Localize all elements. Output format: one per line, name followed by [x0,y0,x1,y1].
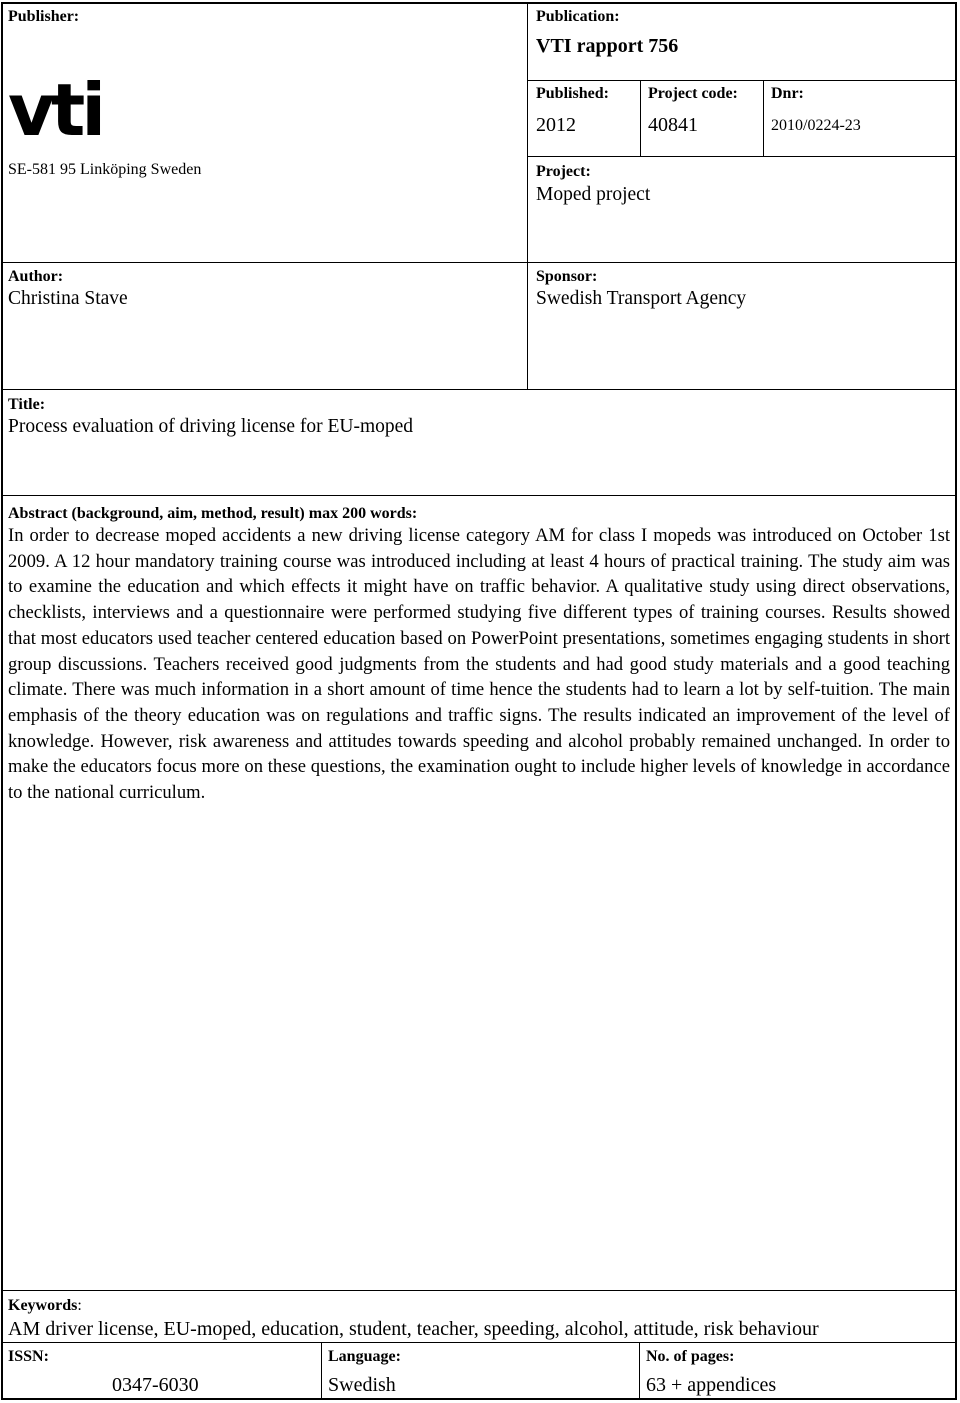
pages-value: 63 + appendices [646,1374,777,1396]
published-label: Published: [536,85,609,102]
keywords-value: AM driver license, EU-moped, education, student, teacher, speeding, alcohol, attitude, risk behaviour [8,1318,819,1340]
pages-label: No. of pages: [646,1348,735,1365]
dnr-label: Dnr: [771,85,804,102]
title-value: Process evaluation of driving license for EU-moped [8,416,414,437]
dnr-value: 2010/0224-23 [771,117,861,134]
publisher-address: SE-581 95 Linköping Sweden [8,161,202,178]
abstract-label: Abstract (background, aim, method, result) max 200 words: [8,505,418,522]
vti-logo: vti [8,68,103,152]
project-label: Project: [536,163,591,180]
divider-code-dnr [763,80,764,157]
sponsor-value: Swedish Transport Agency [536,288,747,309]
project-code-value: 40841 [648,114,698,136]
divider-title-row [2,495,957,496]
abstract-body: In order to decrease moped accidents a new driving license category AM for class I mopeds was introduced on October 1st 2009. A 12 hour mandatory training course was introduced including at least 4 hours of practical training. The study aim was to examine the education and which effects it might have on traffic behavior. A qualitative study using direct observations, checklists, interviews and a questionnaire were performed studying five different types of training courses. Results showed that most educators used teacher centered education based on PowerPoint presentations, sometimes engaging students in short group discussions. Teachers received good judgments from the students and had good study materials and a good teaching climate. There was much information in a short amount of time hence the students had to learn a lot by self-tuition. The main emphasis of the theory education was on regulations and traffic signs. The results indicated an improvement of the level of knowledge. However, risk awareness and attitudes towards speeding and alcohol probably remained unchanged. In order to make the educators focus more on these questions, the examination ought to include higher levels of knowledge in accordance to the national curriculum. [8,525,950,804]
title-label: Title: [8,396,46,413]
author-value: Christina Stave [8,288,128,309]
divider-top-row [2,262,957,263]
divider-keywords-row [2,1290,957,1291]
divider-published-code [640,80,641,157]
project-code-label: Project code: [648,85,738,102]
author-label: Author: [8,268,64,285]
keywords-label-colon: : [77,1297,82,1314]
divider-issn-language [321,1342,322,1399]
publisher-label: Publisher: [8,8,80,25]
issn-value: 0347-6030 [112,1374,199,1396]
divider-language-pages [639,1342,640,1399]
divider-project-row [527,156,957,157]
sponsor-label: Sponsor: [536,268,598,285]
divider-left-right [527,2,528,390]
published-value: 2012 [536,114,576,136]
issn-label: ISSN: [8,1348,49,1365]
divider-issn-row [2,1342,957,1343]
publication-label: Publication: [536,8,620,25]
language-label: Language: [328,1348,401,1365]
language-value: Swedish [328,1374,396,1396]
project-value: Moped project [536,184,651,205]
keywords-label [8,1297,82,1315]
keywords-label-text: Keywords [8,1297,78,1314]
divider-author-row [2,389,957,390]
publication-value: VTI rapport 756 [536,35,679,57]
divider-published-row [527,80,957,81]
